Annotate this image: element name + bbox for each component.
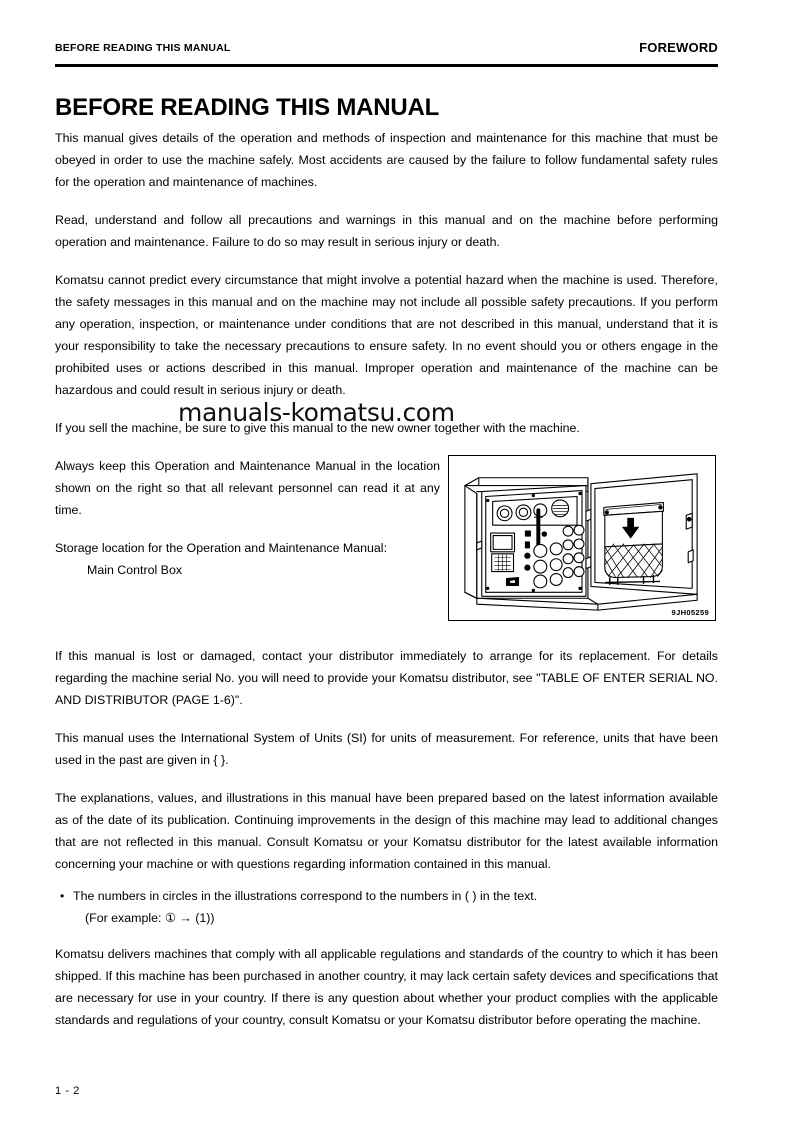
storage-location-value: Main Control Box (87, 563, 183, 578)
paragraph-cannot-predict: Komatsu cannot predict every circumstance that might involve a potential hazard when the machine is used. Therefore, the safety messages in this manual and on the machine may not include all possible safety precautions. If you perform any operation, inspection, or maintenance under conditions that are not described in this manual, understand that it is your responsibility to take the necessary precautions to ensure safety. In no event should you or others engage in the prohibited uses or actions described in this manual. Improper operation and maintenance of the machine can be hazardous and could result in serious injury or death. (55, 273, 718, 398)
paragraph-read-understand: Read, understand and follow all precautions and warnings in this manual and on the machine before performing operation and maintenance. Failure to do so may result in serious injury or death. (55, 213, 718, 250)
paragraph-storage-location (55, 537, 440, 581)
header-chapter-title: FOREWORD (639, 40, 718, 55)
paragraph-intro: This manual gives details of the operation and methods of inspection and maintenance for this machine that must be obeyed in order to use the machine safely. Most accidents are caused by the failure to follow fundamental safety rules for the operation and maintenance of machines. (55, 131, 718, 190)
bullet-marker-icon: • (60, 889, 65, 904)
paragraph-lost-damaged: If this manual is lost or damaged, contact your distributor immediately to arrange for its replacement. For details regarding the machine serial No. you will need to provide your Komatsu distributor, see "TABLE OF ENTER SERIAL NO. AND DISTRIBUTOR (PAGE 1-6)". (55, 649, 718, 708)
control-box-illustration (449, 456, 715, 620)
list-item (55, 885, 718, 929)
bullet-example-text: (For example: ① → (1)) (85, 911, 215, 926)
storage-location-label: Storage location for the Operation and Maintenance Manual: (55, 541, 388, 556)
figure-block (55, 455, 718, 631)
paragraph-always-keep: Always keep this Operation and Maintenance Manual in the location shown on the right so that all relevant personnel can read it at any time. (55, 459, 440, 518)
paragraph-si-units: This manual uses the International System of Units (SI) for units of measurement. For reference, units that have been used in the past are given in { }. (55, 731, 718, 768)
bullet-list (55, 885, 718, 929)
page-title: BEFORE READING THIS MANUAL (55, 94, 440, 121)
figure-side-text (55, 455, 440, 581)
header-rule (55, 64, 718, 67)
running-header (55, 42, 718, 64)
paragraph-sell-machine: If you sell the machine, be sure to give this manual to the new owner together with the machine. (55, 421, 580, 436)
figure-code: 9JH05259 (671, 608, 709, 618)
paragraph-komatsu-delivers: Komatsu delivers machines that comply with all applicable regulations and standards of the country to which it has been shipped. If this machine has been purchased in another country, it may lack certain safety devices and specifications that are necessary for use in your country. If there is any question about whether your product complies with the applicable standards and regulations of your country, consult Komatsu or your Komatsu distributor before operating the machine. (55, 947, 718, 1028)
page-content (55, 95, 718, 1047)
header-section-title: BEFORE READING THIS MANUAL (55, 42, 231, 54)
watermark: manuals-komatsu.com (178, 398, 455, 427)
page-number: 1 - 2 (55, 1085, 81, 1097)
figure-main-control-box (448, 455, 716, 621)
bullet-item-text: The numbers in circles in the illustrations correspond to the numbers in ( ) in the text. (73, 889, 538, 904)
paragraph-explanations-values: The explanations, values, and illustrations in this manual have been prepared based on the latest information available as of the date of its publication. Continuing improvements in the design of this machine may lead to additional changes that are not reflected in this manual. Consult Komatsu or your Komatsu distributor for the latest available information concerning your machine or with questions regarding information contained in this manual. (55, 791, 718, 872)
